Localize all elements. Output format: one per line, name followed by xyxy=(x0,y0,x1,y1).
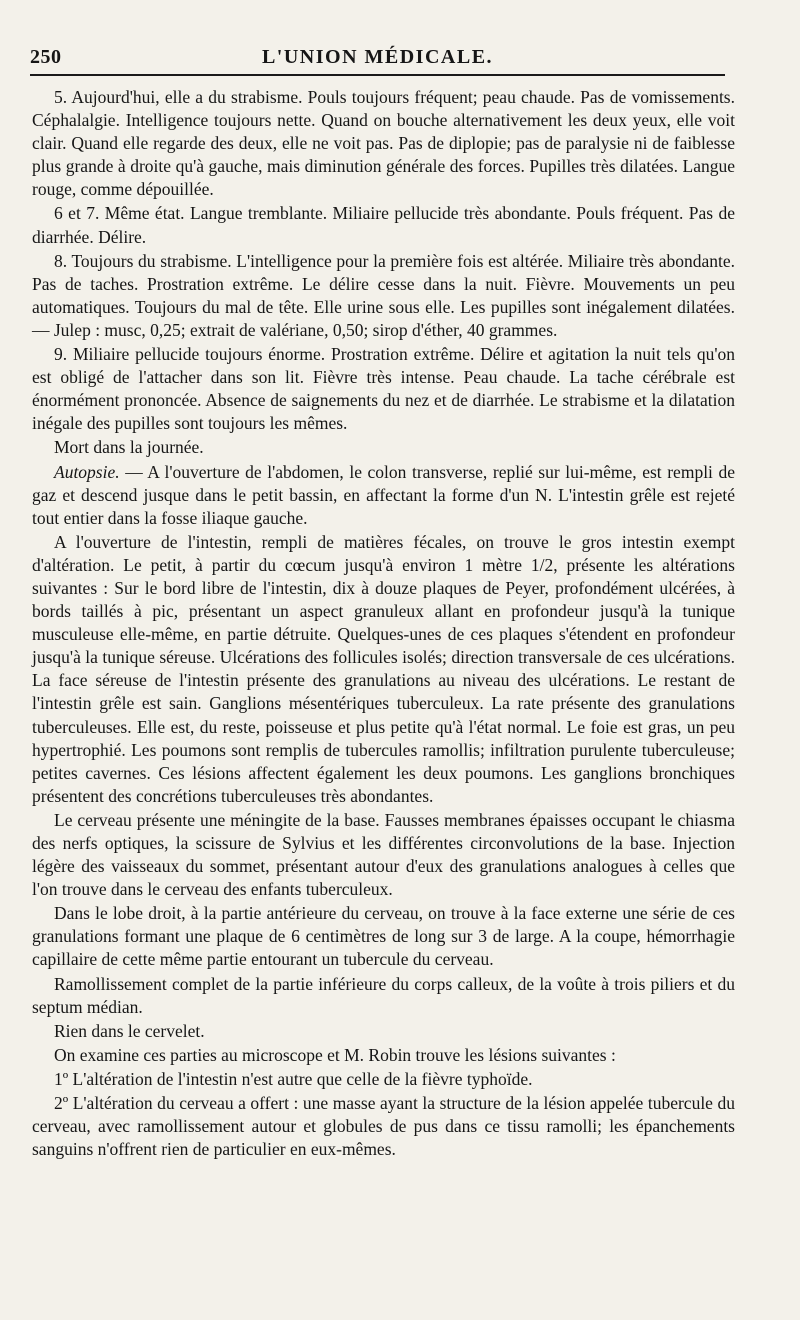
paragraph-text: On examine ces parties au microscope et M. Robin trouve les lésions suivantes : xyxy=(54,1044,616,1065)
header-rule xyxy=(30,74,725,76)
journal-title: L'UNION MÉDICALE. xyxy=(261,46,494,68)
paragraph xyxy=(32,1044,735,1067)
paragraph-text: Rien dans le cervelet. xyxy=(54,1020,205,1041)
paragraph xyxy=(32,973,735,1019)
paragraph xyxy=(32,436,735,459)
paragraph-text: Le cerveau présente une méningite de la base. Fausses membranes épaisses occupant le chiasma des nerfs optiques, la scissure de Sylvius et les différentes circonvolutions de la base. Injection légère des vaisseaux du sommet, présentant autour d'eux des granulations analogues à celles que l'on trouve dans le cerveau des enfants tuberculeux. xyxy=(32,809,735,900)
body-text xyxy=(32,86,735,1161)
paragraph xyxy=(32,902,735,971)
paragraph xyxy=(32,809,735,901)
paragraph-text: 8. Toujours du strabisme. L'intelligence pour la première fois est altérée. Miliaire très abondante. Pas de taches. Prostration extrême. Le délire cesse dans la nuit. Fièvre. Mouvements un peu automatiques. Toujours du mal de tête. Elle urine sous elle. Les pupilles sont inégalement dilatées. — Julep : musc, 0,25; extrait de valériane, 0,50; sirop d'éther, 40 grammes. xyxy=(32,250,735,340)
paragraph-text: Mort dans la journée. xyxy=(54,437,204,458)
paragraph xyxy=(32,531,735,808)
paragraph xyxy=(32,1020,735,1043)
page-header xyxy=(30,40,725,76)
paragraph-lead: Autopsie. xyxy=(54,461,120,482)
paragraph-text: — A l'ouverture de l'abdomen, le colon transverse, replié sur lui-même, est rempli de gaz et descend jusque dans le petit bassin, en affectant la forme d'un N. L'intestin grêle est rejeté tout entier dans la fosse iliaque gauche. xyxy=(32,461,735,528)
paragraph-text: A l'ouverture de l'intestin, rempli de matières fécales, on trouve le gros intestin exempt d'altération. Le petit, à partir du cœcum jusqu'à environ 1 mètre 1/2, présente les altérations suivantes : Sur le bord libre de l'intestin, dix à douze plaques de Peyer, profondément ulcérées, à bords taillés à pic, présentant un aspect granuleux allant en profondeur jusqu'à la tunique musculeuse elle-même, en partie détruite. Quelques-unes de ces plaques s'étendent en profondeur jusqu'à la tunique séreuse. Ulcérations des follicules isolés; direction transversale de ces ulcérations. La face séreuse de l'intestin présente des granulations au niveau des ulcérations. Le restant de l'intestin grêle est sain. Ganglions mésentériques tuberculeux. La rate présente des granulations tuberculeuses. Elle est, du reste, poisseuse et plus petite qu'à l'état normal. Le foie est gras, un peu hypertrophié. Les poumons sont remplis de tubercules ramollis; infiltration purulente tuberculeuse; petites cavernes. Ces lésions affectent également les deux poumons. Les ganglions bronchiques présentent des concrétions tuberculeuses très abondantes. xyxy=(32,531,735,806)
paragraph-text: 2º L'altération du cerveau a offert : une masse ayant la structure de la lésion appelée tubercule du cerveau, avec ramollissement autour et globules de pus dans ce tissu ramolli; les épanchements sanguins n'offrent rien de particulier en eux-mêmes. xyxy=(32,1093,735,1160)
page-number: 250 xyxy=(30,46,62,68)
paragraph xyxy=(32,86,735,201)
paragraph xyxy=(32,202,735,248)
paragraph-text: 5. Aujourd'hui, elle a du strabisme. Pouls toujours fréquent; peau chaude. Pas de vomissements. Céphalalgie. Intelligence toujours nette. Quand on bouche alternativement les deux yeux, elle voit clair. Quand elle regarde des deux, elle ne voit pas. Pas de diplopie; pas de paralysie ni de faiblesse plus grande à droite qu'à gauche, mais diminution générale des forces. Pupilles très dilatées. Langue rouge, comme dépouillée. xyxy=(32,87,735,200)
paragraph-text: Ramollissement complet de la partie inférieure du corps calleux, de la voûte à trois piliers et du septum médian. xyxy=(32,973,735,1017)
paragraph xyxy=(32,461,735,530)
paragraph-text: 6 et 7. Même état. Langue tremblante. Miliaire pellucide très abondante. Pouls fréquent. Pas de diarrhée. Délire. xyxy=(32,203,735,247)
paragraph-text: 9. Miliaire pellucide toujours énorme. Prostration extrême. Délire et agitation la nuit tels qu'on est obligé de l'attacher dans son lit. Fièvre très intense. Peau chaude. La tache cérébrale est énormément prononcée. Absence de saignements du nez et de diarrhée. Le strabisme et la dilatation inégale des pupilles sont toujours les mêmes. xyxy=(32,344,735,434)
paragraph xyxy=(32,250,735,342)
paragraph xyxy=(32,1092,735,1161)
paragraph xyxy=(32,343,735,435)
paragraph-text: Dans le lobe droit, à la partie antérieure du cerveau, on trouve à la face externe une série de ces granulations formant une plaque de 6 centimètres de long sur 3 de large. A la coupe, hémorrhagie capillaire de cette même partie entourant un tubercule du cerveau. xyxy=(32,903,735,970)
paragraph-text: 1º L'altération de l'intestin n'est autre que celle de la fièvre typhoïde. xyxy=(54,1068,533,1089)
paragraph xyxy=(32,1068,735,1091)
